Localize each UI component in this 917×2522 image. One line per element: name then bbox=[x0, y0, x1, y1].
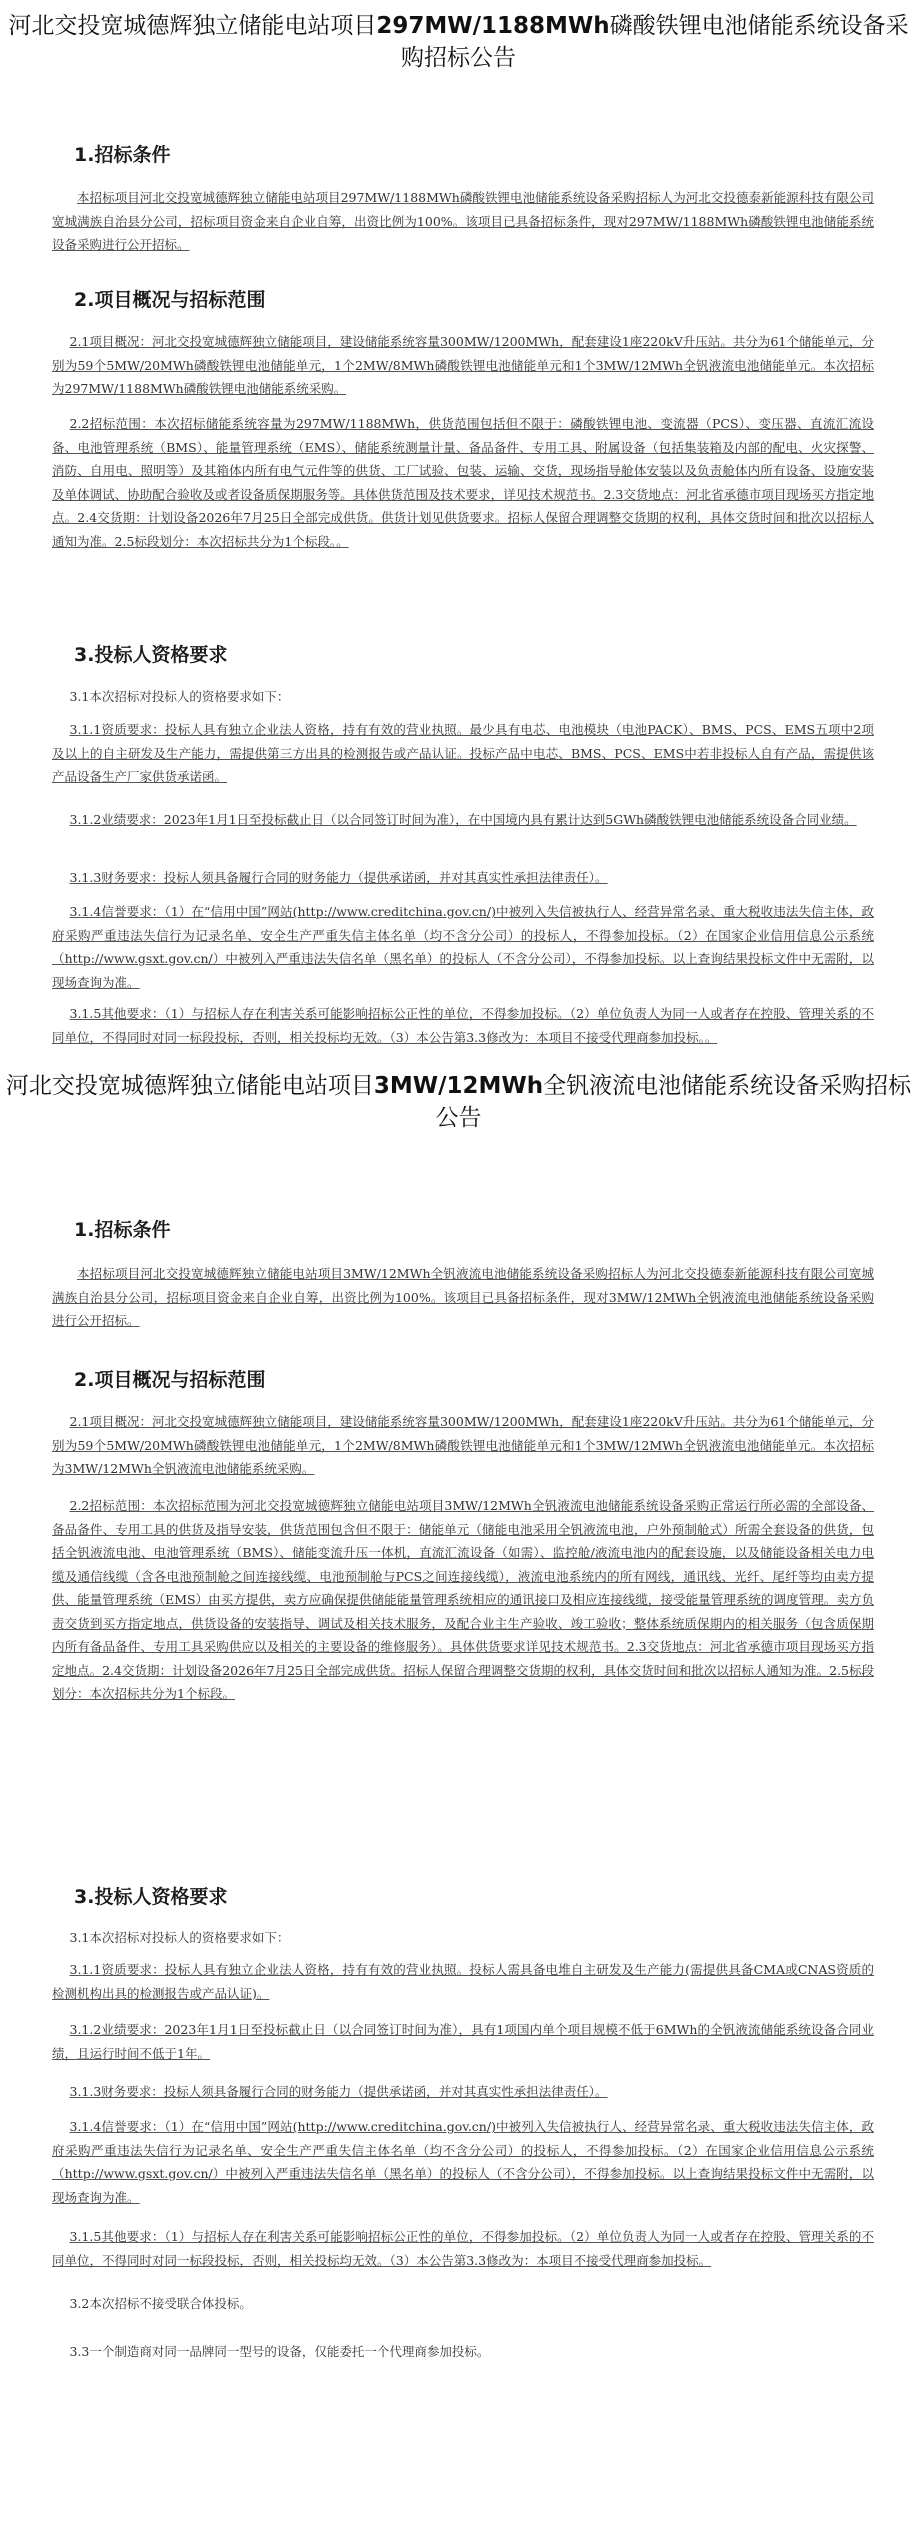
doc1-title bbox=[0, 10, 917, 74]
doc1-other-paragraph: 3.1.5其他要求：（1）与招标人存在利害关系可能影响招标公正性的单位，不得参加投标。（2）单位负责人为同一人或者存在控股、管理关系的不同单位，不得同时对同一标段投标，否则，相关投标均无效。（3）本公告第3.3修改为：本项目不接受代理商参加投标。。 bbox=[52, 1006, 874, 1045]
doc2-agent-paragraph: 3.3一个制造商对同一品牌同一型号的设备，仅能委托一个代理商参加投标。 bbox=[69, 2344, 490, 2359]
doc1-title-prefix: 河北交投宽城德辉独立储能电站项目 bbox=[8, 13, 377, 39]
doc2-section1-paragraph: 本招标项目河北交投宽城德辉独立储能电站项目3MW/12MWh全钒液流电池储能系统设备采购招标人为河北交投德泰新能源科技有限公司宽城满族自治县分公司，招标项目资金来自企业自筹，出资比例为100%。该项目已具备招标条件，现对3MW/12MWh全钒液流电池储能系统设备采购进行公开招标。 bbox=[52, 1266, 874, 1328]
doc1-qualification-intro: 3.1本次招标对投标人的资格要求如下： bbox=[69, 689, 290, 704]
doc2-section2-heading: 2.项目概况与招标范围 bbox=[74, 1369, 266, 1391]
doc2-qualification-intro: 3.1本次招标对投标人的资格要求如下： bbox=[69, 1930, 290, 1945]
doc1-credit-paragraph: 3.1.4信誉要求：（1）在“信用中国”网站(http://www.creditchina.gov.cn/)中被列入失信被执行人、经营异常名录、重大税收违法失信主体，政府采购严重违法失信行为记录名单、安全生产严重失信主体名单（均不含分公司）的投标人，不得参加投标。（2）在国家企业信用信息公示系统（http://www.gsxt.gov.cn/）中被列入严重违法失信名单（黑名单）的投标人（不含分公司），不得参加投标。以上查询结果投标文件中无需附，以现场查询为准。 bbox=[52, 904, 874, 990]
doc1-finance-paragraph: 3.1.3财务要求：投标人须具备履行合同的财务能力（提供承诺函，并对其真实性承担法律责任）。 bbox=[69, 870, 608, 885]
doc2-qualification-paragraph: 3.1.1资质要求：投标人具有独立企业法人资格，持有有效的营业执照。投标人需具备电堆自主研发及生产能力(需提供具备CMA或CNAS资质的检测机构出具的检测报告或产品认证)。 bbox=[52, 1962, 874, 2001]
doc1-section1-heading: 1.招标条件 bbox=[74, 144, 171, 166]
doc2-title-suffix: 全钒液流电池储能系统设备采购招标公告 bbox=[435, 1073, 912, 1131]
doc1-overview-paragraph: 2.1项目概况：河北交投宽城德辉独立储能项目，建设储能系统容量300MW/1200MWh，配套建设1座220kV升压站。共分为61个储能单元，分别为59个5MW/20MWh磷酸铁锂电池储能单元，1个2MW/8MWh磷酸铁锂电池储能单元和1个3MW/12MWh全钒液流电池储能单元。本次招标为297MW/1188MWh磷酸铁锂电池储能系统采购。 bbox=[52, 334, 874, 396]
doc1-qualification-paragraph: 3.1.1资质要求：投标人具有独立企业法人资格，持有有效的营业执照。最少具有电芯、电池模块（电池PACK）、BMS、PCS、EMS五项中2项及以上的自主研发及生产能力，需提供第三方出具的检测报告或产品认证。投标产品中电芯、BMS、PCS、EMS中若非投标人自有产品，需提供该产品设备生产厂家供货承诺函。 bbox=[52, 722, 874, 784]
doc1-performance-paragraph: 3.1.2业绩要求：2023年1月1日至投标截止日（以合同签订时间为准），在中国境内具有累计达到5GWh磷酸铁锂电池储能系统设备合同业绩。 bbox=[69, 812, 857, 827]
doc2-title bbox=[0, 1070, 917, 1134]
doc2-other-paragraph: 3.1.5其他要求：（1）与招标人存在利害关系可能影响招标公正性的单位，不得参加投标。（2）单位负责人为同一人或者存在控股、管理关系的不同单位，不得同时对同一标段投标，否则，相关投标均无效。（3）本公告第3.3修改为：本项目不接受代理商参加投标。 bbox=[52, 2229, 874, 2268]
doc1-scope-paragraph: 2.2招标范围：本次招标储能系统容量为297MW/1188MWh，供货范围包括但不限于：磷酸铁锂电池、变流器（PCS）、变压器、直流汇流设备、电池管理系统（BMS）、能量管理系统（EMS）、储能系统测量计量、备品备件、专用工具、附属设备（包括集装箱及内部的配电、火灾探警、消防、自用电、照明等）及其箱体内所有电气元件等的供货、工厂试验、包装、运输、交货，现场指导舱体安装以及负责舱体内所有设备、设施安装及单体调试、协助配合验收及或者设备质保期服务等。具体供货范围及技术要求，详见技术规范书。2.3交货地点：河北省承德市项目现场买方指定地点。2.4交货期：计划设备2026年7月25日全部完成供货。供货计划见供货要求。招标人保留合理调整交货期的权利，具体交货时间和批次以招标人通知为准。2.5标段划分：本次招标共分为1个标段。。 bbox=[52, 416, 874, 549]
doc2-section1-heading: 1.招标条件 bbox=[74, 1219, 171, 1241]
doc2-overview-paragraph: 2.1项目概况：河北交投宽城德辉独立储能项目，建设储能系统容量300MW/1200MWh，配套建设1座220kV升压站。共分为61个储能单元，分别为59个5MW/20MWh磷酸铁锂电池储能单元，1个2MW/8MWh磷酸铁锂电池储能单元和1个3MW/12MWh全钒液流电池储能单元。本次招标为3MW/12MWh全钒液流电池储能系统采购。 bbox=[52, 1414, 874, 1476]
doc1-title-suffix: 磷酸铁锂电池储能系统设备采购招标公告 bbox=[401, 13, 909, 71]
doc2-performance-paragraph: 3.1.2业绩要求：2023年1月1日至投标截止日（以合同签订时间为准），具有1项国内单个项目规模不低于6MWh的全钒液流储能系统设备合同业绩，且运行时间不低于1年。 bbox=[52, 2022, 874, 2061]
doc2-finance-paragraph: 3.1.3财务要求：投标人须具备履行合同的财务能力（提供承诺函，并对其真实性承担法律责任）。 bbox=[69, 2084, 608, 2099]
doc2-consortium-paragraph: 3.2本次招标不接受联合体投标。 bbox=[69, 2296, 252, 2311]
doc2-title-prefix: 河北交投宽城德辉独立储能电站项目 bbox=[5, 1073, 374, 1099]
doc1-section2-heading: 2.项目概况与招标范围 bbox=[74, 289, 266, 311]
doc1-section1-paragraph: 本招标项目河北交投宽城德辉独立储能电站项目297MW/1188MWh磷酸铁锂电池储能系统设备采购招标人为河北交投德泰新能源科技有限公司宽城满族自治县分公司，招标项目资金来自企业自筹，出资比例为100%。该项目已具备招标条件，现对297MW/1188MWh磷酸铁锂电池储能系统设备采购进行公开招标。 bbox=[52, 190, 874, 252]
doc2-scope-paragraph: 2.2招标范围：本次招标范围为河北交投宽城德辉独立储能电站项目3MW/12MWh全钒液流电池储能系统设备采购正常运行所必需的全部设备、备品备件、专用工具的供货及指导安装，供货范围包含但不限于：储能单元（储能电池采用全钒液流电池，户外预制舱式）所需全套设备的供货，包括全钒液流电池、电池管理系统（BMS）、储能变流升压一体机，直流汇流设备（如需）、监控舱/液流电池内的配套设施，以及储能设备相关电力电缆及通信线缆（含各电池预制舱之间连接线缆、电池预制舱与PCS之间连接线缆），液流电池系统内的所有网线，通讯线、光纤、尾纤等均由卖方提供、能量管理系统（EMS）由买方提供，卖方应确保提供储能能量管理系统相应的通讯接口及相应连接线缆，接受能量管理系统的调度管理。卖方负责交货到买方指定地点，供货设备的安装指导、调试及相关技术服务，及配合业主生产验收、竣工验收；整体系统质保期内的相关服务（包含质保期内所有备品备件、专用工具采购供应以及相关的主要设备的维修服务）。具体供货要求详见技术规范书。2.3交货地点：河北省承德市项目现场买方指定地点。2.4交货期：计划设备2026年7月25日全部完成供货。招标人保留合理调整交货期的权利，具体交货时间和批次以招标人通知为准。2.5标段划分：本次招标共分为1个标段。 bbox=[52, 1498, 874, 1701]
doc1-title-bold: 297MW/1188MWh bbox=[376, 13, 610, 39]
doc2-title-bold: 3MW/12MWh bbox=[373, 1073, 544, 1099]
doc2-credit-paragraph: 3.1.4信誉要求：（1）在“信用中国”网站(http://www.creditchina.gov.cn/)中被列入失信被执行人、经营异常名录、重大税收违法失信主体，政府采购严重违法失信行为记录名单、安全生产严重失信主体名单（均不含分公司）的投标人，不得参加投标。（2）在国家企业信用信息公示系统（http://www.gsxt.gov.cn/）中被列入严重违法失信名单（黑名单）的投标人（不含分公司），不得参加投标。以上查询结果投标文件中无需附，以现场查询为准。 bbox=[52, 2119, 874, 2205]
doc2-section3-heading: 3.投标人资格要求 bbox=[74, 1886, 228, 1908]
doc1-section3-heading: 3.投标人资格要求 bbox=[74, 644, 228, 666]
